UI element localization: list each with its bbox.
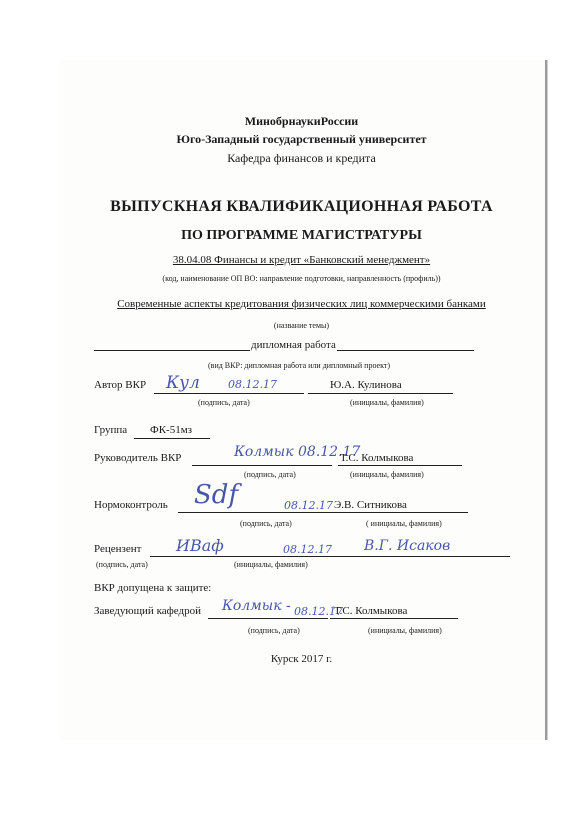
head-caption-sign: (подпись, дата): [248, 626, 300, 635]
program-value: 38.04.08 Финансы и кредит «Банковский менеджмент»: [172, 254, 431, 266]
reviewer-signature: ИВаф: [176, 536, 224, 555]
reviewer-sign-date: 08.12.17: [283, 543, 332, 556]
supervisor-name-line: [338, 465, 462, 466]
head-name: Т.С. Колмыкова: [334, 605, 408, 617]
head-sign-date: 08.12.17: [294, 605, 343, 618]
head-name-line: [330, 618, 458, 619]
author-name-line: [308, 393, 453, 394]
group-value: ФК-51мз: [150, 424, 192, 436]
supervisor-signature: Колмык 08.12.17: [234, 444, 361, 460]
city-year: Курск 2017 г.: [270, 653, 333, 665]
author-caption-name: (инициалы, фамилия): [350, 398, 424, 407]
supervisor-name: Т.С. Колмыкова: [340, 452, 414, 464]
document-subtitle: ПО ПРОГРАММЕ МАГИСТРАТУРЫ: [181, 228, 422, 243]
supervisor-label: Руководитель ВКР: [94, 452, 182, 464]
work-type-caption: (вид ВКР: дипломная работа или дипломный проект): [208, 361, 391, 370]
university-name: Юго-Западный государственный университет: [176, 132, 427, 146]
normcontrol-sign-line: [178, 512, 328, 513]
department-name: Кафедра финансов и кредита: [227, 151, 376, 165]
head-caption-name: (инициалы, фамилия): [368, 626, 442, 635]
program-caption: (код, наименование ОП ВО: направление подготовки, направленность (профиль)): [162, 274, 441, 283]
normcontrol-sign-date: 08.12.17: [284, 499, 333, 512]
topic-value: Современные аспекты кредитования физических лиц коммерческими банками: [117, 298, 486, 310]
normcontrol-name-line: [328, 512, 468, 513]
group-label: Группа: [94, 424, 128, 436]
normcontrol-caption-sign: (подпись, дата): [240, 519, 292, 528]
normcontrol-name: Э.В. Ситникова: [334, 499, 407, 511]
ministry-name: МинобрнаукиРоссии: [244, 114, 359, 128]
work-type-value: дипломная работа: [251, 339, 336, 351]
head-signature: Колмык -: [222, 598, 291, 614]
document-title: ВЫПУСКНАЯ КВАЛИФИКАЦИОННАЯ РАБОТА: [110, 198, 493, 215]
author-caption-sign: (подпись, дата): [198, 398, 250, 407]
normcontrol-signature: Sdf: [194, 480, 239, 510]
author-signature: Кул: [166, 373, 200, 393]
reviewer-line: [150, 556, 510, 557]
reviewer-name-handwritten: В.Г. Исаков: [364, 538, 451, 554]
supervisor-sign-line: [192, 465, 332, 466]
author-name: Ю.А. Кулинова: [330, 379, 402, 391]
supervisor-caption-sign: (подпись, дата): [244, 470, 296, 479]
author-sign-line: [154, 393, 304, 394]
reviewer-label: Рецензент: [94, 543, 142, 555]
normcontrol-caption-name: ( инициалы, фамилия): [366, 519, 442, 528]
author-label: Автор ВКР: [94, 379, 147, 391]
topic-caption: (название темы): [273, 321, 330, 330]
title-page: [58, 60, 547, 740]
head-sign-line: [208, 618, 328, 619]
reviewer-caption-sign: (подпись, дата): [96, 560, 148, 569]
group-line: [134, 438, 210, 439]
normcontrol-label: Нормоконтроль: [94, 499, 168, 511]
head-label: Заведующий кафедрой: [94, 605, 201, 617]
supervisor-caption-name: (инициалы, фамилия): [350, 470, 424, 479]
admitted-label: ВКР допущена к защите:: [94, 582, 212, 594]
reviewer-caption-name: (инициалы, фамилия): [234, 560, 308, 569]
author-sign-date: 08.12.17: [228, 378, 277, 391]
